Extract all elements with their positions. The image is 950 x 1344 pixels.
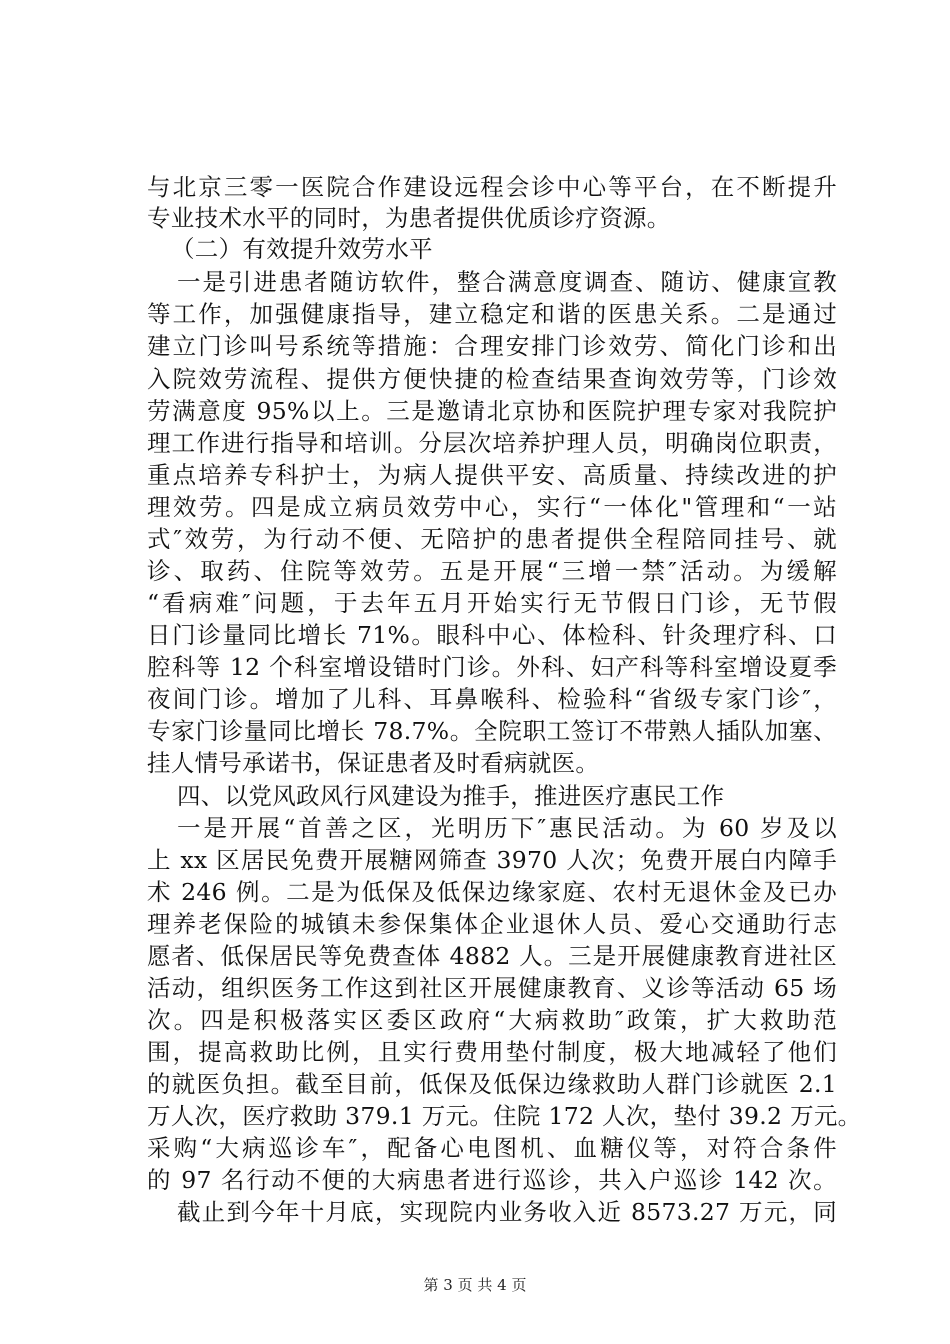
text-line: 理工作进行指导和培训。分层次培养护理人员，明确岗位职责， (147, 429, 837, 457)
text-line: 的就医负担。截至目前，低保及低保边缘救助人群门诊就医 2.1 (147, 1070, 837, 1098)
section-heading: 四、以党风政风行风建设为推手，推进医疗惠民工作 (177, 782, 725, 810)
text-line: 活动，组织医务工作这到社区开展健康教育、义诊等活动 65 场 (147, 974, 837, 1002)
text-line: 专家门诊量同比增长 78.7%。全院职工签订不带熟人插队加塞、 (147, 717, 837, 745)
text-line: 理效劳。四是成立病员效劳中心，实行“一体化"管理和“一站 (147, 493, 837, 521)
text-line: 与北京三零一医院合作建设远程会诊中心等平台，在不断提升 (147, 173, 837, 201)
text-line: 上 xx 区居民免费开展糖网筛查 3970 人次；免费开展白内障手 (147, 846, 837, 874)
text-line: 愿者、低保居民等免费查体 4882 人。三是开展健康教育进社区 (147, 942, 837, 970)
text-line: 腔科等 12 个科室增设错时门诊。外科、妇产科等科室增设夏季 (147, 653, 837, 681)
text-line: 诊、取药、住院等效劳。五是开展“三增一禁″活动。为缓解 (147, 557, 837, 585)
text-line: 等工作，加强健康指导，建立稳定和谐的医患关系。二是通过 (147, 300, 837, 328)
text-line: 理养老保险的城镇未参保集体企业退休人员、爱心交通助行志 (147, 910, 837, 938)
text-line: 夜间门诊。增加了儿科、耳鼻喉科、检验科“省级专家门诊″， (147, 685, 837, 713)
text-line: 一是开展“首善之区，光明历下″惠民活动。为 60 岁及以 (177, 814, 837, 842)
text-line: 入院效劳流程、提供方便快捷的检查结果查询效劳等，门诊效 (147, 365, 837, 393)
text-line: 采购“大病巡诊车″，配备心电图机、血糖仪等，对符合条件 (147, 1134, 837, 1162)
text-line: 重点培养专科护士，为病人提供平安、高质量、持续改进的护 (147, 461, 837, 489)
text-line: 劳满意度 95%以上。三是邀请北京协和医院护理专家对我院护 (147, 397, 837, 425)
text-line: 术 246 例。二是为低保及低保边缘家庭、农村无退休金及已办 (147, 878, 837, 906)
section-heading: （二）有效提升效劳水平 (171, 235, 433, 263)
text-line: 专业技术水平的同时，为患者提供优质诊疗资源。 (147, 204, 671, 232)
text-line: 挂人情号承诺书，保证患者及时看病就医。 (147, 749, 600, 777)
text-line: 一是引进患者随访软件，整合满意度调查、随访、健康宣教 (177, 268, 837, 296)
text-line: 次。四是积极落实区委区政府“大病救助″政策，扩大救助范 (147, 1006, 837, 1034)
text-line: 围，提高救助比例，且实行费用垫付制度，极大地减轻了他们 (147, 1038, 837, 1066)
text-line: “看病难″问题，于去年五月开始实行无节假日门诊，无节假 (147, 589, 837, 617)
text-line: 日门诊量同比增长 71%。眼科中心、体检科、针灸理疗科、口 (147, 621, 837, 649)
page-number: 第 3 页 共 4 页 (423, 1276, 527, 1294)
text-line: 截止到今年十月底，实现院内业务收入近 8573.27 万元，同 (177, 1198, 837, 1226)
text-line: 建立门诊叫号系统等措施：合理安排门诊效劳、简化门诊和出 (147, 332, 837, 360)
text-line: 式″效劳，为行动不便、无陪护的患者提供全程陪同挂号、就 (147, 525, 837, 553)
text-line: 的 97 名行动不便的大病患者进行巡诊，共入户巡诊 142 次。 (147, 1166, 837, 1194)
text-line: 万人次，医疗救助 379.1 万元。住院 172 人次，垫付 39.2 万元。 (147, 1102, 862, 1130)
